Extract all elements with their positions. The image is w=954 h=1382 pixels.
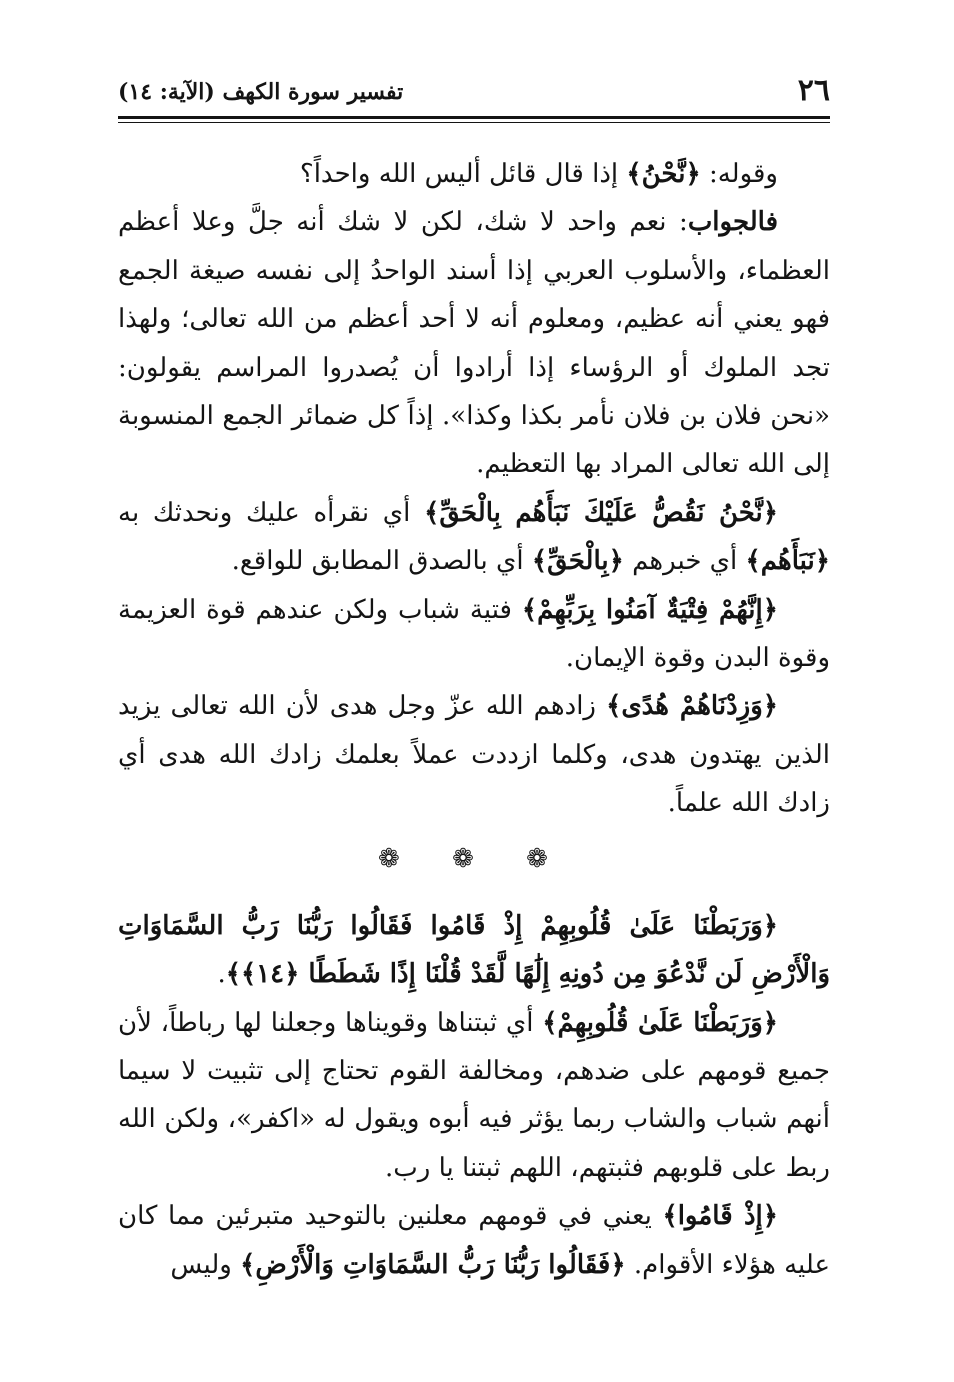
p4-rest: فتية شباب ولكن عندهم قوة العزيمة وقوة البدن وقوة الإيمان. [118, 594, 830, 674]
paragraph-6 [118, 999, 830, 1193]
p1-rest: إذا قال قائل أليس الله واحداً؟ [299, 159, 627, 189]
p3-quran-1: ﴿نَّحْنُ نَقُصُّ عَلَيْكَ نَبَأَهُم بِالْحَقِّ﴾ [424, 497, 778, 528]
answer-label: فالجواب [687, 207, 778, 238]
page-number: ٢٦ [797, 73, 830, 108]
paragraph-1 [118, 150, 830, 198]
p7-quran-2: ﴿فَقَالُوا رَبُّنَا رَبُّ السَّمَاوَاتِ وَالْأَرْضِ﴾ [240, 1249, 626, 1280]
page-header [118, 68, 830, 112]
paragraph-4 [118, 586, 830, 683]
p1-lead: وقوله: [700, 159, 778, 189]
p1-quran: ﴿نَّحْنُ﴾ [626, 159, 701, 189]
p6-rest: أي ثبتناها وقويناها وجعلنا لها رباطاً، لأن جميع قومهم على ضدهم، ومخالفة القوم تحتاج إلى تثبيت لا سيما أنهم شباب والشاب ربما يؤثر فيه أبوه ويقول له «اكفر»، ولكن الله ربط على قلوبهم فثبتهم، اللهم ثبتنا يا رب. [118, 1007, 831, 1183]
verse-end: . [217, 959, 226, 990]
p7-quran-1: ﴿إِذْ قَامُوا﴾ [662, 1201, 778, 1232]
body-text [118, 150, 830, 1289]
p3-quran-3: ﴿بِالْحَقِّ﴾ [531, 546, 624, 577]
p7-text-1: يعني في قومهم معلنين بالتوحيد متبرئين مما كان عليه هؤلاء الأقوام. [118, 1201, 830, 1280]
header-rule-thin [118, 122, 830, 123]
paragraph-7 [118, 1192, 830, 1289]
p7-text-2: وليس [170, 1249, 241, 1280]
verse-text: ﴿وَرَبَطْنَا عَلَىٰ قُلُوبِهِمْ إِذْ قَامُوا فَقَالُوا رَبُّنَا رَبُّ السَّمَاوَاتِ وَالْأَرْضِ لَن نَّدْعُوَ مِن دُونِهِ إِلَٰهًا لَّقَدْ قُلْنَا إِذًا شَطَطًا ﴿١٤﴾﴾ [118, 910, 830, 990]
section-separator: ❁ ❁ ❁ [378, 843, 570, 874]
p2-rest: : نعم واحد لا شك، لكن لا شك أنه جلَّ وعلا أعظم العظماء، والأسلوب العربي إذا أسند الواحدُ إلى نفسه صيغة الجمع فهو يعني أنه عظيم، ومعلوم أنه لا أحد أعظم من الله تعالى؛ ولهذا تجد الملوك أو الرؤساء إذا أرادوا أن يُصدروا المراسم يقولون: «نحن فلان بن فلان نأمر بكذا وكذا». إذاً كل ضمائر الجمع المنسوبة إلى الله تعالى المراد بها التعظيم. [118, 207, 830, 480]
paragraph-3 [118, 489, 830, 586]
p3-text-1: أي نقرأه عليك ونحدثك به [118, 497, 425, 528]
p3-text-2: أي خبرهم [623, 546, 746, 577]
verse-block [118, 902, 830, 999]
p6-quran: ﴿وَرَبَطْنَا عَلَىٰ قُلُوبِهِمْ﴾ [542, 1007, 778, 1038]
paragraph-2 [118, 198, 830, 488]
p5-quran: ﴿وَزِدْنَاهُمْ هُدًى﴾ [606, 691, 778, 722]
p4-quran: ﴿إِنَّهُمْ فِتْيَةٌ آمَنُوا بِرَبِّهِمْ﴾ [521, 594, 778, 625]
p5-rest: زادهم الله عزّ وجل هدى لأن الله تعالى يزيد الذين يهتدون هدى، وكلما ازددت عملاً بعلمك زادك الله هدى أي زادك الله علماً. [118, 691, 830, 819]
p3-quran-2: ﴿نَبَأَهُم﴾ [745, 546, 830, 577]
running-title: تفسير سورة الكهف (الآية: ١٤) [118, 79, 404, 105]
p3-text-3: أي بالصدق المطابق للواقع. [231, 546, 532, 577]
paragraph-5 [118, 682, 830, 827]
header-rule-thick [118, 116, 830, 119]
